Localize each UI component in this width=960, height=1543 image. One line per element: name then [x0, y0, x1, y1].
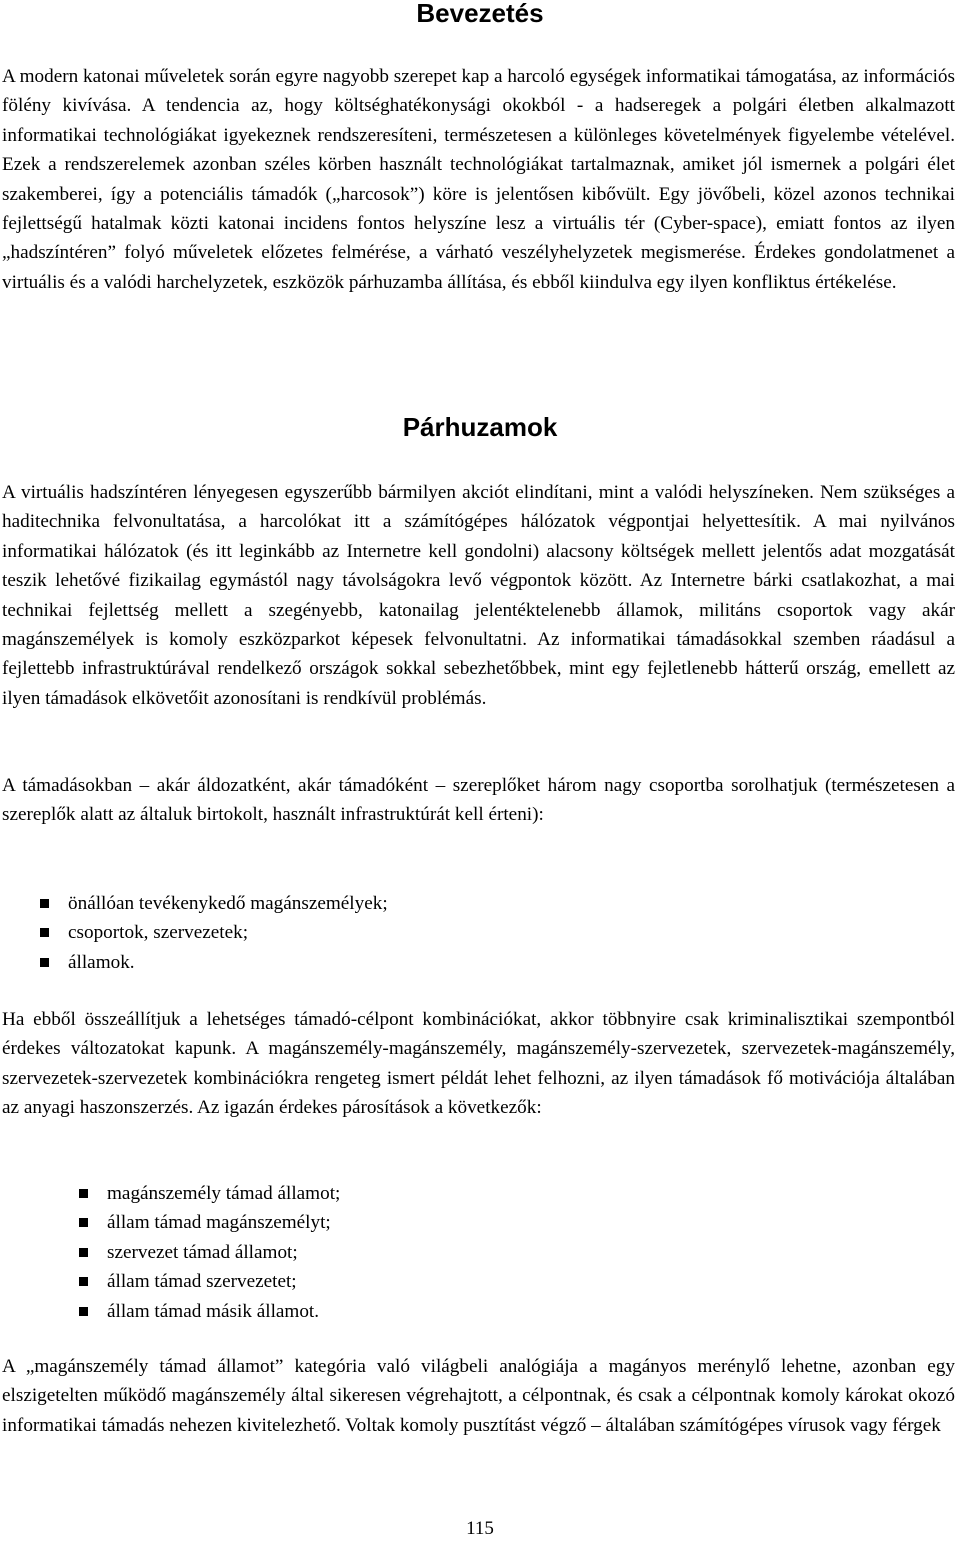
actor-group-list [40, 889, 388, 977]
square-bullet-icon [79, 1189, 88, 1198]
square-bullet-icon [79, 1248, 88, 1257]
list-item: önállóan tevékenykedő magánszemélyek; [40, 889, 388, 918]
square-bullet-icon [79, 1218, 88, 1227]
list-item: szervezet támad államot; [79, 1238, 340, 1267]
paragraph-parallels-2: A támadásokban – akár áldozatként, akár támadóként – szereplőket három nagy csoportba sorolhatjuk (természetesen a szereplők alatt az általuk birtokolt, használt infrastruktúrát kell érteni): [2, 775, 955, 826]
page-number: 115 [466, 1518, 494, 1539]
paragraph-parallels-1: A virtuális hadszíntéren lényegesen egyszerűbb bármilyen akciót elindítani, mint a valódi helyszíneken. Nem szükséges a haditechnika felvonultatása, a harcolókat itt a számítógépes hálózatok végpontjai helyettesítik. A mai nyilvános informatikai hálózatok (és itt leginkább az Internetre kell gondolni) alacsony költségek mellett jelentős adat mozgatását teszik lehetővé fizikailag egymástól nagy távolságokra levő végpontok között. Az Internetre bárki csatlakozhat, a mai technikai fejlettség mellett a szegényebb, katonailag jelentéktelenebb államok, militáns csoportok vagy akár magánszemélyek is komoly eszközparkot képesek felvonultatni. Az informatikai támadásokkal szemben ráadásul a fejlettebb infrastruktúrával rendelkező országok sokkal sebezhetőbbek, mint egy fejletlenebb hátterű ország, emellett az ilyen támadások elkövetőit azonosítani is rendkívül problémás. [2, 482, 955, 709]
square-bullet-icon [79, 1277, 88, 1286]
square-bullet-icon [40, 899, 49, 908]
paragraph-analogy: A „magánszemély támad államot” kategória való világbeli analógiája a magányos merénylő lehetne, azonban egy elszigetelten működő magánszemély által sikeresen végrehajtott, a célpontnak, és csak a célpontnak komoly károkat okozó informatikai támadás nehezen kivitelezhető. Voltak komoly pusztítást végző – általában számítógépes vírusok vagy férgek [2, 1356, 955, 1436]
list-item: államok. [40, 948, 388, 977]
square-bullet-icon [79, 1307, 88, 1316]
heading-parhuzamok: Párhuzamok [402, 412, 558, 442]
paragraph-intro: A modern katonai műveletek során egyre nagyobb szerepet kap a harcoló egységek informatikai támogatása, az információs fölény kivívása. A tendencia az, hogy költséghatékonysági okokból - a hadseregek a polgári életben alkalmazott informatikai technológiákat igyekeznek rendszeresíteni, természetesen a különleges követelmények figyelembe vételével. Ezek a rendszerelemek azonban széles körben használt technológiákat tartalmaznak, amiket jól ismernek a polgári élet szakemberei, így a potenciális támadók („harcosok”) köre is jelentősen kibővült. Egy jövőbeli, közel azonos technikai fejlettségű hatalmak közti katonai incidens fontos helyszíne lesz a virtuális tér (Cyber-space), emiatt fontos az ilyen „hadszíntéren” folyó műveletek előzetes felmérése, a várható veszélyhelyzetek megismerése. Érdekes gondolatmenet a virtuális és a valódi harchelyzetek, eszközök párhuzamba állítása, és ebből kiindulva egy ilyen konfliktus értékelése. [2, 66, 955, 293]
square-bullet-icon [40, 958, 49, 967]
heading-bevezetes: Bevezetés [416, 0, 544, 28]
list-item: állam támad szervezetet; [79, 1267, 340, 1296]
pairing-list [79, 1179, 340, 1326]
list-item: állam támad magánszemélyt; [79, 1208, 340, 1237]
paragraph-combinations: Ha ebből összeállítjuk a lehetséges támadó-célpont kombinációkat, akkor többnyire csak kriminalisztikai szempontból érdekes változatokat kapunk. A magánszemély-magánszemély, magánszemély-szervezetek, szervezetek-magánszemély, szervezetek-szervezetek kombinációkra rengeteg ismert példát lehet felhozni, az ilyen támadások fő motivációja általában az anyagi haszonszerzés. Az igazán érdekes párosítások a következők: [2, 1009, 955, 1119]
list-item: csoportok, szervezetek; [40, 918, 388, 947]
list-item: magánszemély támad államot; [79, 1179, 340, 1208]
square-bullet-icon [40, 928, 49, 937]
list-item: állam támad másik államot. [79, 1297, 340, 1326]
